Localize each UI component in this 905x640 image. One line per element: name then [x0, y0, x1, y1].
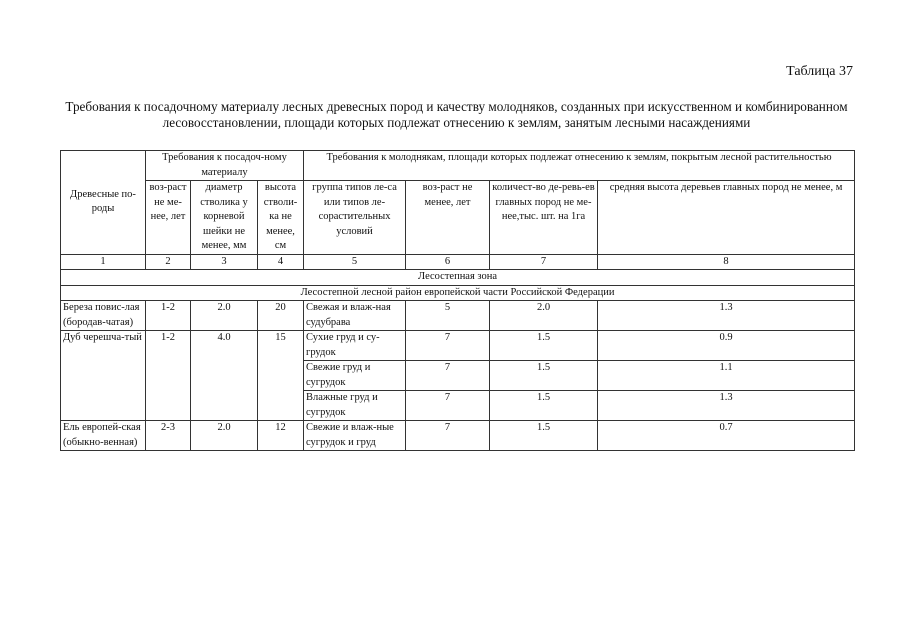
table-number: Таблица 37: [786, 64, 853, 79]
species-cell: Ель европей-ская (обыкно-венная): [61, 421, 146, 451]
header-pm-height: высота стволи-ка не менее, см: [258, 181, 304, 255]
column-number: 2: [146, 254, 191, 270]
ys-height-cell: 1.3: [598, 301, 855, 331]
ys-height-cell: 0.9: [598, 331, 855, 361]
forest-type-cell: Свежие и влаж-ные сугрудок и груд: [304, 421, 406, 451]
column-number: 7: [490, 254, 598, 270]
ys-age-cell: 7: [406, 361, 490, 391]
header-planting-material: Требования к посадоч-ному материалу: [146, 151, 304, 181]
table-row: [61, 301, 855, 331]
ys-count-cell: 1.5: [490, 391, 598, 421]
header-row-top: [61, 151, 855, 181]
pm-age-cell: 1-2: [146, 301, 191, 331]
pm-diameter-cell: 2.0: [191, 301, 258, 331]
ys-age-cell: 7: [406, 391, 490, 421]
zone-title: Лесостепная зона: [61, 270, 855, 286]
pm-diameter-cell: 2.0: [191, 421, 258, 451]
forest-type-cell: Влажные груд и сугрудок: [304, 391, 406, 421]
header-pm-age: воз-раст не ме-нее, лет: [146, 181, 191, 255]
table-row: [61, 331, 855, 361]
pm-height-cell: 20: [258, 301, 304, 331]
header-pm-diameter: диаметр стволика у корневой шейки не менее, мм: [191, 181, 258, 255]
header-species: Древесные по-роды: [61, 151, 146, 255]
ys-count-cell: 2.0: [490, 301, 598, 331]
ys-age-cell: 7: [406, 421, 490, 451]
table-caption: Требования к посадочному материалу лесных древесных пород и качеству молодняков, созданных при искусственном и комбинированном лесовосстановлении, площади которых подлежат отнесению к землям, занятым лесными насаждениями: [65, 99, 848, 130]
column-number-row: [61, 254, 855, 270]
ys-age-cell: 7: [406, 331, 490, 361]
forest-type-cell: Свежая и влаж-ная судубрава: [304, 301, 406, 331]
pm-age-cell: 1-2: [146, 331, 191, 421]
ys-count-cell: 1.5: [490, 331, 598, 361]
region-row: [61, 285, 855, 301]
column-number: 5: [304, 254, 406, 270]
header-young-stands: Требования к молоднякам, площади которых подлежат отнесению к землям, покрытым лесной растительностью: [304, 151, 855, 181]
column-number: 1: [61, 254, 146, 270]
forest-type-cell: Сухие груд и су-грудок: [304, 331, 406, 361]
species-cell: Береза повис-лая (бородав-чатая): [61, 301, 146, 331]
header-ys-count: количест-во де-ревь-ев главных пород не ме-нее,тыс. шт. на 1га: [490, 181, 598, 255]
ys-count-cell: 1.5: [490, 421, 598, 451]
column-number: 6: [406, 254, 490, 270]
pm-height-cell: 15: [258, 331, 304, 421]
ys-count-cell: 1.5: [490, 361, 598, 391]
header-ys-forest-type: группа типов ле-са или типов ле-сорастительных условий: [304, 181, 406, 255]
header-ys-height: средняя высота деревьев главных пород не менее, м: [598, 181, 855, 255]
column-number: 8: [598, 254, 855, 270]
requirements-table: [60, 150, 855, 451]
table-row: [61, 421, 855, 451]
ys-height-cell: 0.7: [598, 421, 855, 451]
ys-height-cell: 1.3: [598, 391, 855, 421]
ys-height-cell: 1.1: [598, 361, 855, 391]
pm-age-cell: 2-3: [146, 421, 191, 451]
column-number: 4: [258, 254, 304, 270]
zone-row: [61, 270, 855, 286]
header-row-sub: [61, 181, 855, 255]
pm-diameter-cell: 4.0: [191, 331, 258, 421]
ys-age-cell: 5: [406, 301, 490, 331]
pm-height-cell: 12: [258, 421, 304, 451]
region-title: Лесостепной лесной район европейской части Российской Федерации: [61, 285, 855, 301]
forest-type-cell: Свежие груд и сугрудок: [304, 361, 406, 391]
column-number: 3: [191, 254, 258, 270]
species-cell: Дуб черешча-тый: [61, 331, 146, 421]
header-ys-age: воз-раст не менее, лет: [406, 181, 490, 255]
